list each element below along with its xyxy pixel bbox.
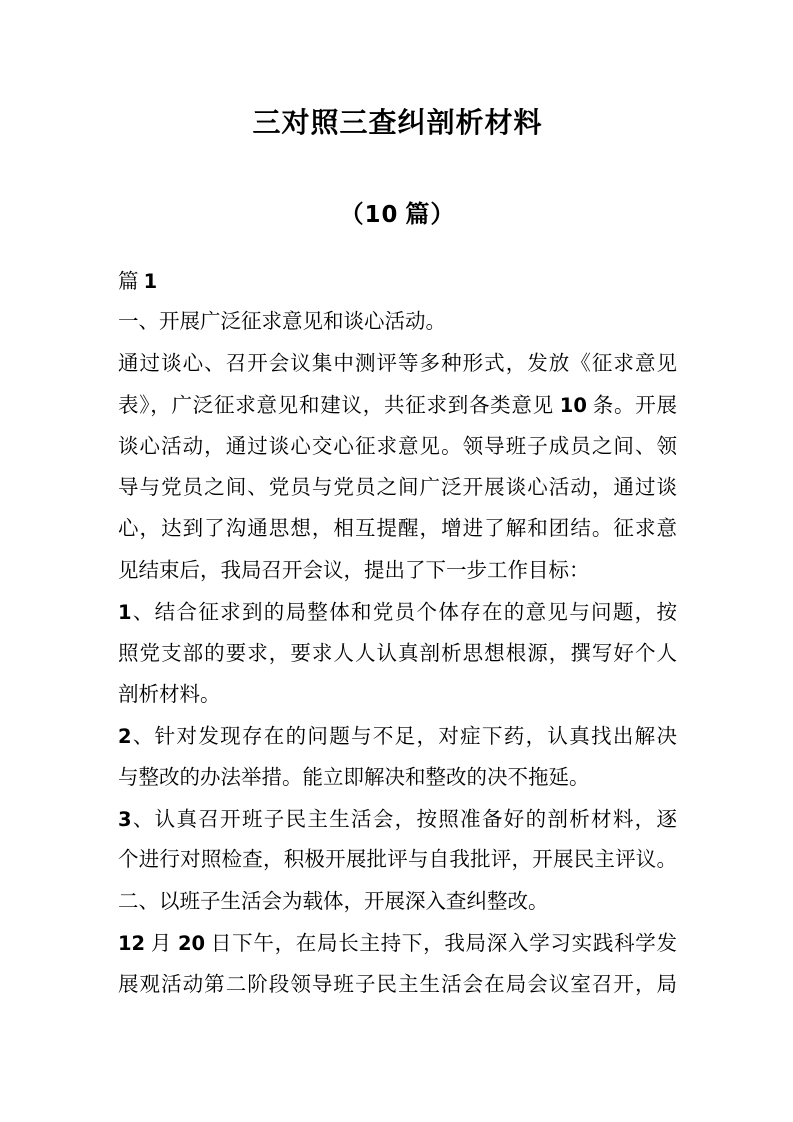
numeral: 20 xyxy=(178,932,206,956)
body-line: 剖析材料。 xyxy=(118,683,221,706)
body-line: 1、结合征求到的局整体和党员个体存在的意见与问题，按 xyxy=(118,601,677,625)
body-line: 通过谈心、召开会议集中测评等多种形式，发放《征求意见 xyxy=(118,352,677,375)
page-subtitle: （10 篇） xyxy=(339,202,456,228)
body-line: 展观活动第二阶段领导班子民主生活会在局会议室召开，局 xyxy=(118,973,677,996)
body-line: 二、以班子生活会为载体，开展深入查纠整改。 xyxy=(118,890,549,913)
body-line: 2、针对发现存在的问题与不足，对症下药，认真找出解决 xyxy=(118,725,677,749)
body-line: 3、认真召开班子民主生活会，按照准备好的剖析材料，逐 xyxy=(118,808,677,832)
body-line: 表》，广泛征求意见和建议，共征求到各类意见 10 条。开展 xyxy=(118,394,677,418)
body-line: 一、开展广泛征求意见和谈心活动。 xyxy=(118,311,446,334)
numeral: 10 xyxy=(559,394,587,418)
body-line: 照党支部的要求，要求人人认真剖析思想根源，撰写好个人 xyxy=(118,642,677,665)
body-line: 心，达到了沟通思想，相互提醒，增进了解和团结。征求意 xyxy=(118,518,677,541)
page-title: 三对照三查纠剖析材料 xyxy=(252,108,543,139)
body-line: 篇 1 xyxy=(118,270,158,293)
numeral: 3 xyxy=(118,808,132,832)
numeral: 1 xyxy=(118,601,132,625)
document-body xyxy=(118,261,677,1006)
body-line: 谈心活动，通过谈心交心征求意见。领导班子成员之间、领 xyxy=(118,435,677,458)
body-line: 12 月 20 日下午，在局长主持下，我局深入学习实践科学发 xyxy=(118,932,677,956)
body-line: 与整改的办法举措。能立即解决和整改的决不拖延。 xyxy=(118,766,590,789)
numeral: 12 xyxy=(118,932,146,956)
body-line: 导与党员之间、党员与党员之间广泛开展谈心活动，通过谈 xyxy=(118,476,677,499)
body-line: 个进行对照检查，积极开展批评与自我批评，开展民主评议。 xyxy=(118,849,677,872)
body-line: 见结束后，我局召开会议，提出了下一步工作目标： xyxy=(118,559,590,582)
numeral: 10 xyxy=(364,202,399,228)
numeral: 2 xyxy=(118,725,132,749)
numeral: 1 xyxy=(143,270,158,293)
